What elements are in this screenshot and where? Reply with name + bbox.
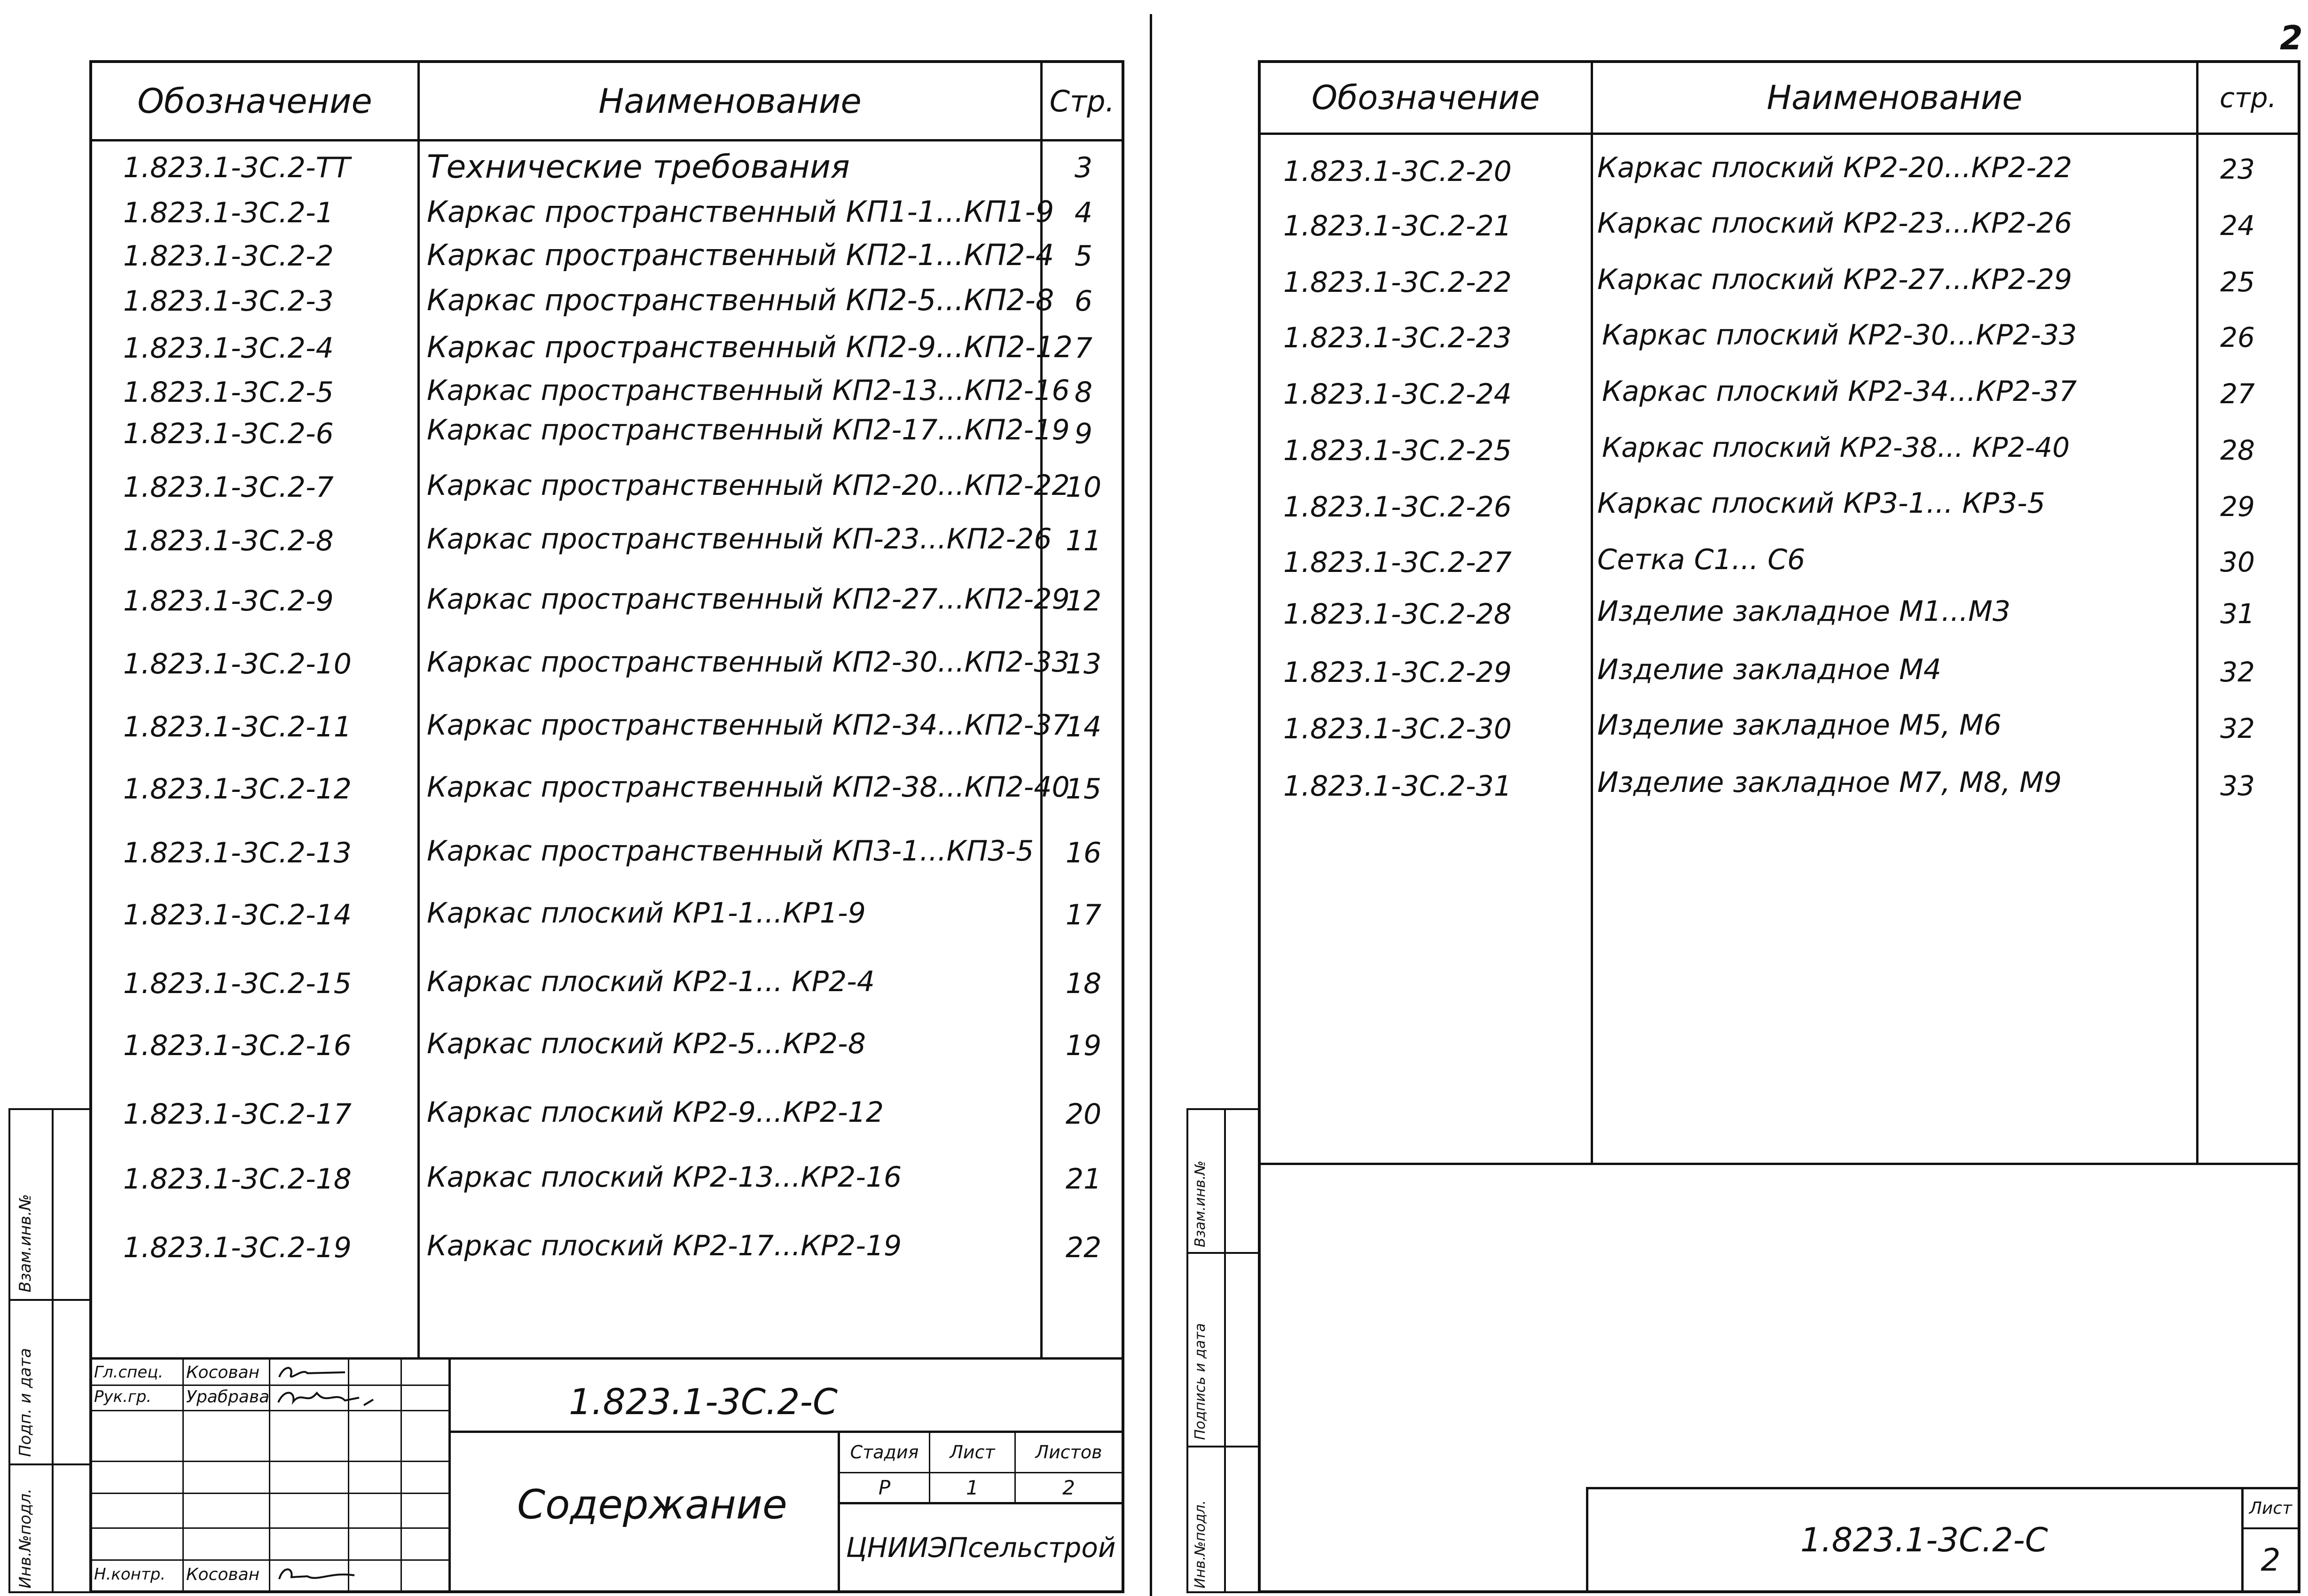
row-page: 20 — [1065, 1098, 1102, 1131]
side-stamp-signature-date: Подп. и дата — [16, 1348, 35, 1457]
row-page: 33 — [2220, 770, 2255, 802]
row-page: 14 — [1065, 711, 1102, 743]
row-name: Изделие закладное М4 — [1597, 653, 1941, 686]
tb-role-chief-specialist: Гл.спец. — [94, 1363, 164, 1382]
right-sheet-value: 2 — [2261, 1541, 2281, 1578]
row-name: Каркас плоский КР2-13...КР2-16 — [427, 1161, 902, 1194]
tb-role-norm-control: Н.контр. — [94, 1565, 166, 1584]
row-name: Каркас пространственный КП2-17...КП2-19 — [427, 414, 1070, 446]
row-code: 1.823.1-3С.2-21 — [1283, 210, 1512, 243]
row-name: Каркас плоский КР2-38... КР2-40 — [1602, 431, 2070, 463]
row-code: 1.823.1-3С.2-20 — [1283, 155, 1512, 188]
left-header-page: Стр. — [1049, 84, 1115, 118]
row-page: 7 — [1074, 332, 1093, 365]
row-name: Изделие закладное М1...М3 — [1597, 595, 2011, 628]
row-page: 23 — [2220, 153, 2255, 185]
row-page: 32 — [2220, 656, 2255, 688]
row-name: Каркас пространственный КП1-1...КП1-9 — [427, 195, 1054, 229]
right-doc-code: 1.823.1-3С.2-С — [1800, 1521, 2048, 1559]
row-code: 1.823.1-3С.2-17 — [123, 1098, 352, 1131]
row-code: 1.823.1-3С.2-1 — [123, 196, 334, 229]
stage-value: Р — [878, 1476, 891, 1499]
corner-page-number: 2 — [2280, 19, 2303, 57]
tb-person-chief-specialist: Косован — [186, 1363, 260, 1382]
row-name: Каркас пространственный КП2-5...КП2-8 — [427, 283, 1054, 317]
signature-2 — [275, 1386, 397, 1410]
signature-3 — [275, 1563, 359, 1586]
row-page: 30 — [2220, 546, 2255, 578]
row-page: 32 — [2220, 712, 2255, 744]
row-name: Каркас пространственный КП2-1...КП2-4 — [427, 238, 1054, 272]
right-header-name: Наименование — [1766, 78, 2023, 117]
sheet-value: 1 — [966, 1476, 979, 1499]
row-code: 1.823.1-3С.2-19 — [123, 1231, 352, 1264]
row-page: 8 — [1074, 376, 1093, 409]
row-page: 17 — [1065, 899, 1102, 931]
row-code: 1.823.1-3С.2-14 — [123, 899, 352, 931]
row-page: 25 — [2220, 266, 2255, 298]
row-code: 1.823.1-3С.2-3 — [123, 285, 334, 318]
row-code: 1.823.1-3С.2-24 — [1283, 378, 1512, 411]
side-stamp-inv-no: Инв.№подл. — [16, 1488, 35, 1588]
left-doc-code: 1.823.1-3С.2-С — [569, 1381, 838, 1423]
row-code: 1.823.1-3С.2-6 — [123, 417, 334, 450]
left-header-name: Наименование — [598, 81, 862, 121]
row-code: 1.823.1-3С.2-4 — [123, 332, 334, 365]
row-name: Каркас плоский КР2-5...КР2-8 — [427, 1027, 866, 1060]
row-name: Каркас пространственный КП2-30...КП2-33 — [427, 646, 1070, 679]
right-side-stamp-replaced-inv: Взам.инв.№ — [1192, 1160, 1209, 1247]
row-name: Изделие закладное М5, М6 — [1597, 709, 2002, 742]
tb-person-norm-control: Косован — [186, 1565, 260, 1584]
right-side-stamp-signature-date: Подпись и дата — [1192, 1323, 1209, 1440]
row-name: Каркас плоский КР2-9...КР2-12 — [427, 1096, 884, 1129]
row-name: Каркас пространственный КП-23...КП2-26 — [427, 523, 1052, 555]
row-code: 1.823.1-3С.2-16 — [123, 1029, 352, 1062]
row-code: 1.823.1-3С.2-22 — [1283, 266, 1512, 299]
row-name: Технические требования — [427, 149, 850, 186]
row-code: 1.823.1-3С.2-31 — [1283, 770, 1512, 803]
row-code: 1.823.1-3С.2-ТТ — [123, 151, 350, 184]
row-name: Каркас плоский КР2-27...КР2-29 — [1597, 263, 2072, 296]
signature-1 — [275, 1363, 350, 1384]
row-page: 9 — [1074, 417, 1093, 450]
row-page: 29 — [2220, 491, 2255, 523]
row-code: 1.823.1-3С.2-25 — [1283, 434, 1512, 467]
right-sheet-label: Лист — [2249, 1499, 2292, 1518]
row-code: 1.823.1-3С.2-26 — [1283, 491, 1512, 524]
sheets-value: 2 — [1062, 1476, 1075, 1499]
row-code: 1.823.1-3С.2-29 — [1283, 656, 1512, 689]
row-page: 21 — [1065, 1163, 1102, 1196]
row-name: Каркас плоский КР2-20...КР2-22 — [1597, 151, 2072, 184]
row-page: 19 — [1065, 1029, 1102, 1062]
row-page: 15 — [1065, 773, 1102, 806]
row-page: 4 — [1074, 196, 1093, 229]
row-page: 16 — [1065, 837, 1102, 869]
right-header-designation: Обозначение — [1311, 78, 1540, 117]
row-name: Каркас плоский КР2-23...КР2-26 — [1597, 207, 2072, 240]
row-code: 1.823.1-3С.2-5 — [123, 376, 334, 409]
row-code: 1.823.1-3С.2-8 — [123, 524, 334, 557]
row-code: 1.823.1-3С.2-2 — [123, 240, 334, 273]
row-name: Сетка С1... С6 — [1597, 543, 1806, 576]
row-code: 1.823.1-3С.2-12 — [123, 773, 352, 806]
fold-line — [1150, 14, 1152, 1596]
row-name: Изделие закладное М7, М8, М9 — [1597, 766, 2062, 799]
row-page: 31 — [2220, 598, 2255, 630]
row-code: 1.823.1-3С.2-28 — [1283, 598, 1512, 631]
row-page: 22 — [1065, 1231, 1102, 1264]
row-name: Каркас плоский КР2-30...КР2-33 — [1602, 319, 2077, 352]
right-header-page: стр. — [2220, 82, 2277, 114]
row-page: 10 — [1065, 471, 1102, 504]
row-code: 1.823.1-3С.2-9 — [123, 585, 334, 618]
right-side-stamp-inv-no: Инв.№подл. — [1192, 1500, 1209, 1588]
row-code: 1.823.1-3С.2-15 — [123, 967, 352, 1000]
row-code: 1.823.1-3С.2-7 — [123, 471, 334, 504]
row-page: 28 — [2220, 434, 2255, 466]
row-name: Каркас пространственный КП3-1...КП3-5 — [427, 835, 1034, 868]
row-code: 1.823.1-3С.2-23 — [1283, 321, 1512, 354]
row-code: 1.823.1-3С.2-10 — [123, 648, 352, 681]
organization-name: ЦНИИЭПсельстрой — [846, 1531, 1116, 1564]
row-code: 1.823.1-3С.2-18 — [123, 1163, 352, 1196]
row-page: 5 — [1074, 240, 1093, 273]
row-name: Каркас плоский КР2-1... КР2-4 — [427, 965, 875, 998]
tb-person-group-lead: Урабрава — [186, 1387, 270, 1407]
row-name: Каркас плоский КР1-1...КР1-9 — [427, 897, 866, 930]
stage-label: Стадия — [850, 1442, 919, 1463]
row-page: 12 — [1065, 585, 1102, 618]
row-name: Каркас пространственный КП2-9...КП2-12 — [427, 330, 1073, 364]
row-name: Каркас пространственный КП2-34...КП2-37 — [427, 709, 1070, 742]
left-doc-title: Содержание — [517, 1481, 787, 1528]
row-page: 3 — [1074, 151, 1093, 184]
sheet-label: Лист — [950, 1442, 995, 1463]
left-header-designation: Обозначение — [137, 81, 372, 121]
row-name: Каркас пространственный КП2-13...КП2-16 — [427, 374, 1070, 407]
row-page: 26 — [2220, 321, 2255, 353]
tb-role-group-lead: Рук.гр. — [94, 1387, 152, 1406]
row-page: 18 — [1065, 967, 1102, 1000]
row-name: Каркас плоский КР2-17...КР2-19 — [427, 1229, 902, 1262]
row-page: 13 — [1065, 648, 1102, 681]
sheets-label: Листов — [1035, 1442, 1102, 1463]
side-stamp-replaced-inv: Взам.инв.№ — [16, 1194, 35, 1292]
row-name: Каркас пространственный КП2-38...КП2-40 — [427, 771, 1070, 804]
row-name: Каркас пространственный КП2-27...КП2-29 — [427, 583, 1070, 616]
row-page: 11 — [1065, 524, 1102, 557]
row-page: 27 — [2220, 378, 2255, 410]
row-name: Каркас плоский КР2-34...КР2-37 — [1602, 375, 2077, 408]
row-name: Каркас плоский КР3-1... КР3-5 — [1597, 487, 2045, 520]
row-name: Каркас пространственный КП2-20...КП2-22 — [427, 469, 1070, 502]
row-page: 24 — [2220, 210, 2255, 242]
row-code: 1.823.1-3С.2-11 — [123, 711, 352, 743]
row-page: 6 — [1074, 285, 1093, 318]
row-code: 1.823.1-3С.2-13 — [123, 837, 352, 869]
row-code: 1.823.1-3С.2-27 — [1283, 546, 1512, 579]
row-code: 1.823.1-3С.2-30 — [1283, 712, 1512, 745]
